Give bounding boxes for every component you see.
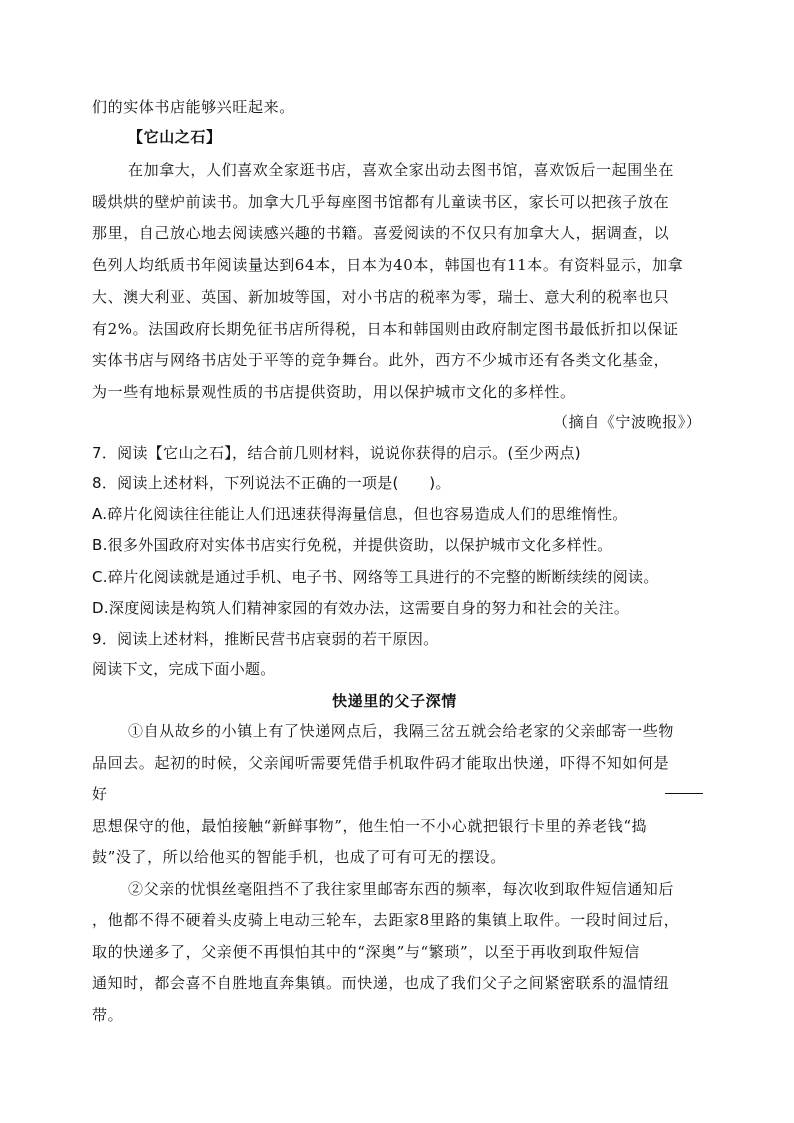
source-citation: （摘自《宁波晚报》） — [553, 413, 702, 431]
option-d: D.深度阅读是构筑人们精神家园的有效办法，这需要自身的努力和社会的关注。 — [92, 599, 630, 617]
paragraph-line: 色列人均纸质书年阅读量达到64本，日本为40本，韩国也有11本。有资料显示，加拿 — [92, 256, 684, 274]
paragraph-line: 在加拿大，人们喜欢全家逛书店，喜欢全家出动去图书馆，喜欢饭后一起围坐在 — [128, 161, 675, 179]
paragraph-line: 实体书店与网络书店处于平等的竞争舞台。此外，西方不少城市还有各类文化基金， — [92, 351, 670, 369]
story-line: 鼓”没了，所以给他买的智能手机，也成了可有可无的摆设。 — [92, 848, 506, 866]
paragraph-line: 大、澳大利亚、英国、新加坡等国，对小书店的税率为零，瑞士、意大利的税率也只 — [92, 288, 670, 306]
question-7: 7．阅读【它山之石】，结合前几则材料，说说你获得的启示。(至少两点) — [92, 444, 581, 462]
story-line: 思想保守的他，最怕接触“新鲜事物”，他生怕一不小心就把银行卡里的养老钱“捣 — [92, 817, 648, 835]
continued-line: 们的实体书店能够兴旺起来。 — [92, 98, 295, 116]
story-line: ②父亲的忧惧丝毫阻挡不了我往家里邮寄东西的频率，每次收到取件短信通知后 — [128, 880, 675, 898]
paragraph-line: 那里，自己放心地去阅读感兴趣的书籍。喜爱阅读的不仅只有加拿大人，据调查，以 — [92, 224, 670, 242]
paragraph-line: 为一些有地标景观性质的书店提供资助，用以保护城市文化的多样性。 — [92, 383, 576, 401]
paragraph-line: 有2%。法国政府长期免征书店所得税，日本和韩国则由政府制定图书最低折扣以保证 — [92, 320, 679, 338]
option-b: B.很多外国政府对实体书店实行免税，并提供资助，以保护城市文化多样性。 — [92, 536, 613, 554]
story-line: 好 — [92, 785, 108, 803]
option-a: A.碎片化阅读往往能让人们迅速获得海量信息，但也容易造成人们的思维惰性。 — [92, 505, 628, 523]
story-line: 带。 — [92, 1006, 124, 1024]
section-title: 【它山之石】 — [128, 128, 222, 146]
story-title: 快递里的父子深情 — [332, 692, 457, 710]
story-line: ①自从故乡的小镇上有了快递网点后，我隔三岔五就会给老家的父亲邮寄一些物 — [128, 722, 675, 740]
story-line: ，他都不得不硬着头皮骑上电动三轮车，去距家8里路的集镇上取件。一段时间过后， — [92, 911, 680, 929]
option-c: C.碎片化阅读就是通过手机、电子书、网络等工具进行的不完整的断断续续的阅读。 — [92, 568, 659, 586]
dash-mark — [665, 793, 703, 794]
story-line: 取的快递多了，父亲便不再惧怕其中的“深奥”与“繁琐”，以至于再收到取件短信 — [92, 943, 640, 961]
question-9: 9．阅读上述材料，推断民营书店衰弱的若干原因。 — [92, 630, 439, 648]
story-line: 品回去。起初的时候，父亲闻听需要凭借手机取件码才能取出快递，吓得不知如何是 — [92, 754, 670, 772]
reading-intro: 阅读下文，完成下面小题。 — [92, 660, 276, 678]
story-line: 通知时，都会喜不自胜地直奔集镇。而快递，也成了我们父子之间紧密联系的温情纽 — [92, 974, 670, 992]
question-8: 8．阅读上述材料，下列说法不正确的一项是( )。 — [92, 474, 451, 492]
paragraph-line: 暖烘烘的壁炉前读书。加拿大几乎每座图书馆都有儿童读书区，家长可以把孩子放在 — [92, 193, 670, 211]
